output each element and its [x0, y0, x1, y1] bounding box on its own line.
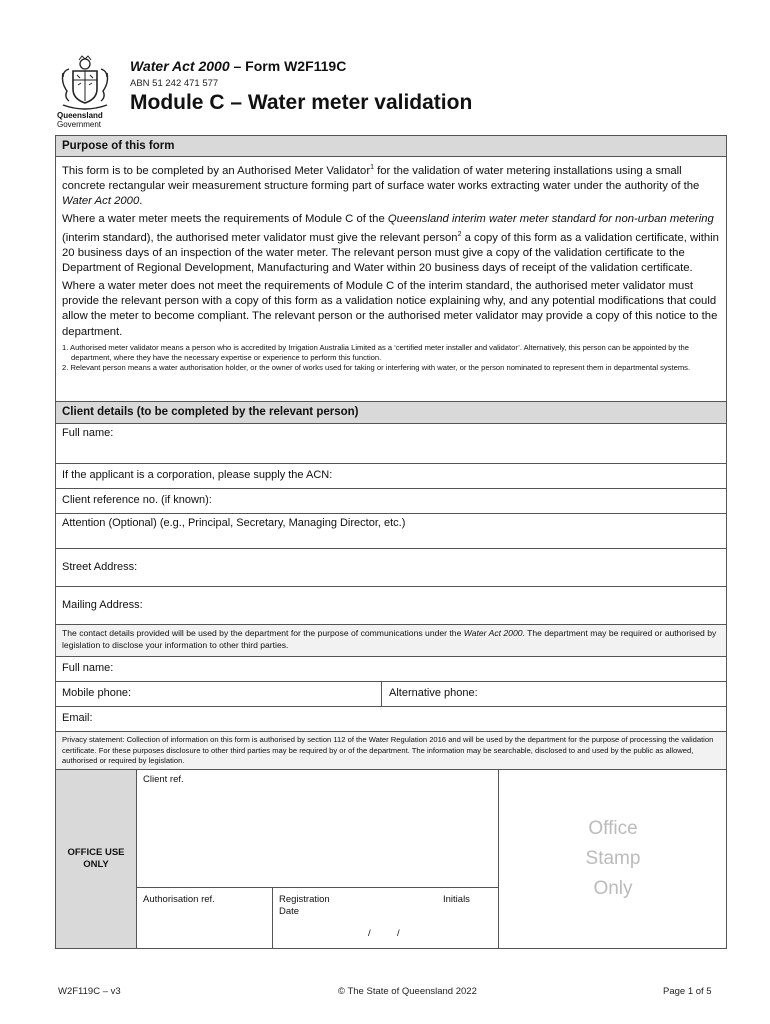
- logo-wordmark-government: Government: [57, 120, 102, 129]
- acn-label: If the applicant is a corporation, please supply the ACN:: [62, 469, 333, 481]
- full-name-label: Full name:: [62, 427, 114, 439]
- office-client-ref-label: Client ref.: [143, 774, 184, 785]
- authorisation-ref-field[interactable]: [137, 887, 273, 948]
- initials-label: Initials: [443, 894, 470, 905]
- mailing-address-label: Mailing Address:: [62, 599, 143, 611]
- phone-row: [55, 682, 727, 707]
- full-name-field-2[interactable]: [55, 657, 727, 682]
- client-heading: Client details (to be completed by the relevant person): [56, 402, 726, 423]
- footnote-2: 2. Relevant person means a water authorisation holder, or the owner of works used for taking or interfering with water, or the person nominated to represent them in departmental systems.: [62, 362, 691, 372]
- footer-page-number: Page 1 of 5: [663, 986, 712, 997]
- attention-label: Attention (Optional) (e.g., Principal, Secretary, Managing Director, etc.): [62, 517, 406, 529]
- page-title: Module C – Water meter validation: [130, 91, 473, 114]
- purpose-section: [55, 135, 727, 409]
- full-name-label-2: Full name:: [62, 662, 114, 674]
- street-address-field[interactable]: [55, 549, 727, 587]
- p2-text-b: (interim standard), the authorised meter validator must give the relevant person: [62, 231, 458, 244]
- form-header: [55, 50, 725, 132]
- registration-date-field[interactable]: [273, 887, 498, 948]
- alternative-phone-label: Alternative phone:: [389, 687, 478, 699]
- office-client-ref-field[interactable]: [137, 770, 498, 887]
- alternative-phone-field[interactable]: [383, 682, 726, 706]
- form-code: – Form W2F119C: [229, 58, 347, 74]
- registration-date-label: Registration Date: [279, 894, 330, 917]
- street-address-label: Street Address:: [62, 561, 138, 573]
- acn-field[interactable]: [55, 464, 727, 489]
- logo-wordmark-queensland: Queensland: [57, 111, 103, 120]
- contact-note-text-a: The contact details provided will be used by the department for the purpose of communications under the: [62, 628, 464, 638]
- contact-note-text-b: . The department may be required or authorised by legislation to disclose your information to other third parties.: [62, 628, 717, 650]
- purpose-paragraph-1: [56, 157, 726, 210]
- queensland-government-logo: [55, 55, 115, 131]
- footnote-ref-2: 2: [457, 230, 462, 238]
- office-use-label: [56, 770, 137, 948]
- purpose-heading: Purpose of this form: [56, 136, 726, 157]
- p2-text-c: a copy of this form as a validation certificate, within 20 business days of an inspection of the water meter. The relevant person must give a copy of the validation certificate to the Department of Regional Development, Manufacturing and Water within 20 business days of receipt of the validation certificate.: [62, 231, 719, 275]
- form-identifier: [130, 58, 346, 74]
- footnote-ref-1: 1: [370, 164, 374, 171]
- office-use-section: [55, 770, 727, 949]
- contact-details-note: [55, 625, 727, 657]
- act-name: Water Act 2000: [130, 58, 230, 74]
- stamp-line-3: Only: [593, 878, 633, 899]
- email-field[interactable]: [55, 707, 727, 732]
- abn: ABN 51 242 471 577: [130, 78, 219, 89]
- mailing-address-field[interactable]: [55, 587, 727, 625]
- p1-text-b: for the validation of water metering installations using a small concrete rectangular weir measurement structure forming part of surface water works extracting water under the authority of the: [62, 164, 700, 193]
- p1-text-a: This form is to be completed by an Authorised Meter Validator: [62, 164, 371, 177]
- p1-act: Water Act 2000: [62, 195, 140, 208]
- purpose-paragraph-2: [56, 210, 726, 277]
- privacy-statement: Privacy statement: Collection of information on this form is authorised by section 112 of the Water Regulation 2016 and will be used by the department for the purpose of processing the validation certificate. For these purposes disclosure to other third parties may be required by or of the department. The information may be searchable, disclosed to and used by the public as allowed, authorised or required by legislation.: [55, 732, 727, 770]
- mobile-phone-label: Mobile phone:: [62, 687, 132, 699]
- client-reference-field[interactable]: [55, 489, 727, 514]
- email-label: Email:: [62, 712, 93, 724]
- mobile-phone-field[interactable]: [56, 682, 382, 706]
- office-stamp-area: [498, 770, 727, 948]
- attention-field[interactable]: [55, 514, 727, 549]
- client-reference-label: Client reference no. (if known):: [62, 494, 212, 506]
- date-separators: / /: [368, 928, 400, 939]
- p2-text-a: Where a water meter meets the requirements of Module C of the: [62, 212, 388, 225]
- footer-copyright: © The State of Queensland 2022: [338, 986, 477, 997]
- footer-form-code: W2F119C – v3: [58, 986, 121, 997]
- stamp-line-2: Stamp: [585, 848, 641, 869]
- purpose-paragraph-3: Where a water meter does not meet the requirements of Module C of the interim standard, the authorised meter validator must provide the relevant person with a copy of this form as a validation notice explaining why, and any potential modifications that could allow the meter to become compliant. The relevant person or the authorised meter validator may provide a copy of this notice to the department.: [62, 279, 718, 338]
- authorisation-ref-label: Authorisation ref.: [143, 894, 215, 905]
- footnote-1: 1. Authorised meter validator means a person who is accredited by Irrigation Australia Limited as a ‘certified meter installer and validator’. Alternatively, this person can be appointed by the department, where they have the necessary expertise or experience to perform this function.: [62, 342, 689, 362]
- contact-note-act: Water Act 2000: [463, 628, 523, 638]
- full-name-field[interactable]: [55, 424, 727, 464]
- coat-of-arms-icon: [59, 55, 111, 111]
- p2-standard: Queensland interim water meter standard for non-urban metering: [387, 212, 714, 225]
- client-section-header: [55, 401, 727, 424]
- stamp-line-1: Office: [588, 818, 638, 839]
- office-use-text: OFFICE USE ONLY: [67, 847, 125, 870]
- p1-text-c: .: [139, 195, 143, 208]
